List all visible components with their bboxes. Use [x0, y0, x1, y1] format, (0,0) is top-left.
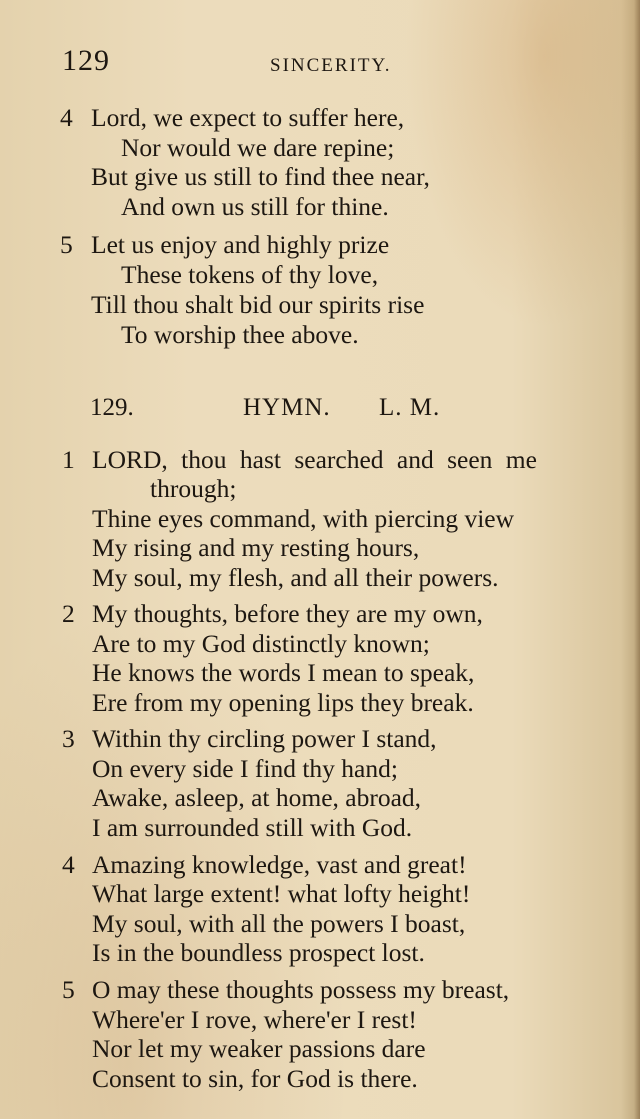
- verse-line: Is in the boundless prospect lost.: [92, 938, 425, 967]
- page-edge-shadow: [634, 0, 640, 1119]
- verse-line: Till thou shalt bid our spirits rise: [91, 290, 425, 319]
- verse-number: 2: [62, 599, 75, 628]
- page-header: [62, 44, 562, 84]
- hymn-meter: L. M.: [379, 394, 441, 421]
- verse-line: But give us still to find thee near,: [91, 162, 430, 191]
- verse-line: And own us still for thine.: [121, 192, 389, 221]
- verse-number: 4: [62, 850, 75, 879]
- verse-line: Let us enjoy and highly prize: [91, 230, 390, 259]
- page-number: 129: [62, 44, 110, 77]
- verse-number: 3: [62, 724, 75, 753]
- verse-line: O may these thoughts possess my breast,: [92, 975, 510, 1004]
- verse-line: I am surrounded still with God.: [92, 813, 413, 842]
- verse-number: 1: [62, 445, 75, 474]
- verse-line: Ere from my opening lips they break.: [92, 688, 474, 717]
- verse-line: Consent to sin, for God is there.: [92, 1064, 418, 1093]
- verse-line: Lord, we expect to suffer here,: [91, 103, 405, 132]
- verse-line: through;: [150, 474, 237, 503]
- verse-line: Awake, asleep, at home, abroad,: [92, 783, 422, 812]
- verse-line: My thoughts, before they are my own,: [92, 599, 483, 628]
- verse-line: My soul, my flesh, and all their powers.: [92, 563, 499, 592]
- verse-line: On every side I find thy hand;: [92, 754, 398, 783]
- verse-line: Where'er I rove, where'er I rest!: [92, 1005, 417, 1034]
- verse-line: My rising and my resting hours,: [92, 533, 420, 562]
- verse-line: Thine eyes command, with piercing view: [92, 504, 515, 533]
- verse-line: Nor let my weaker passions dare: [92, 1034, 426, 1063]
- verse-line: Nor would we dare repine;: [121, 133, 395, 162]
- verse-line: What large extent! what lofty height!: [92, 879, 471, 908]
- verse-number: 4: [60, 103, 73, 132]
- verse-line: These tokens of thy love,: [121, 260, 379, 289]
- verse-line: Amazing knowledge, vast and great!: [92, 850, 467, 879]
- verse-number: 5: [62, 975, 75, 1004]
- hymn-number: 129.: [90, 394, 134, 421]
- hymn-title: HYMN.: [243, 394, 331, 421]
- verse-line: Within thy circling power I stand,: [92, 724, 437, 753]
- verse-line: My soul, with all the powers I boast,: [92, 909, 466, 938]
- running-title: SINCERITY.: [270, 55, 392, 76]
- verse-line: To worship thee above.: [121, 320, 359, 349]
- verse-line: Are to my God distinctly known;: [92, 629, 430, 658]
- verse-number: 5: [60, 230, 73, 259]
- verse-line: He knows the words I mean to speak,: [92, 658, 475, 687]
- verse-line: LORD, thou hast searched and seen me: [92, 445, 537, 474]
